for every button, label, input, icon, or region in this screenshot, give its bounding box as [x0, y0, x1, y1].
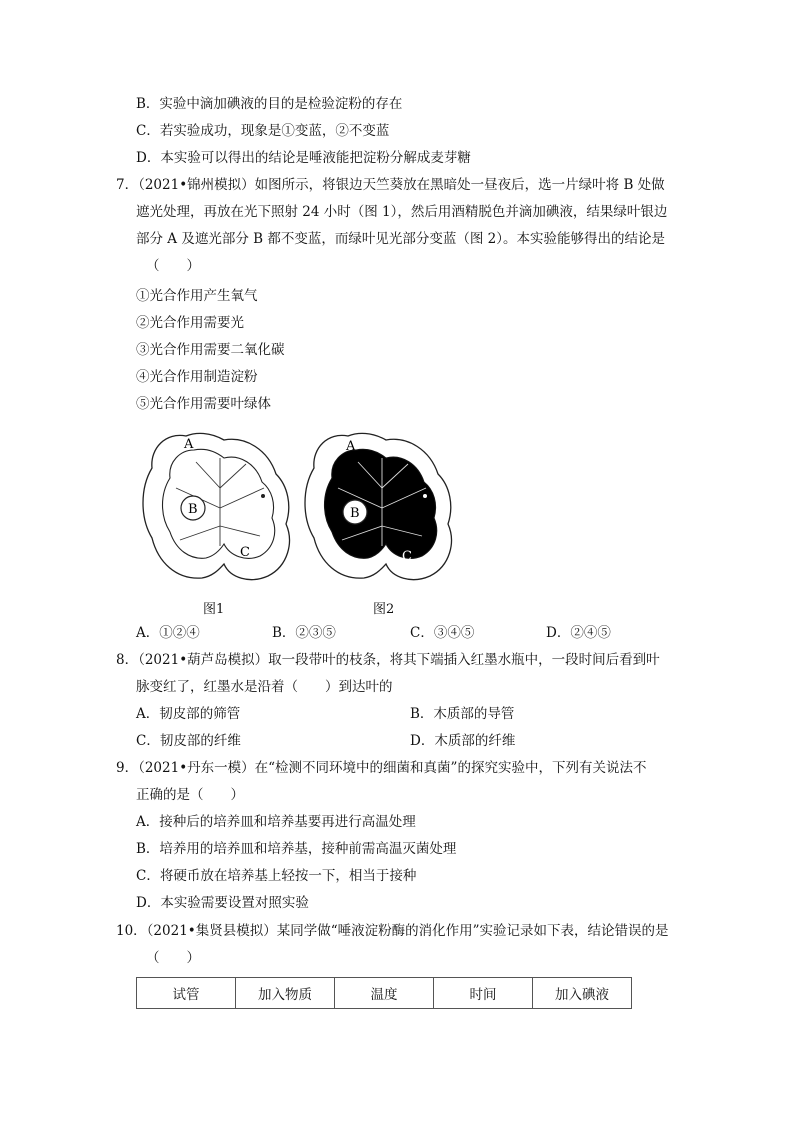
q9-option-b: B．培养用的培养皿和培养基，接种前需高温灭菌处理 [136, 841, 457, 857]
q6-option-c: C．若实验成功，现象是①变蓝，②不变蓝 [136, 123, 390, 139]
leaf-figure-1 [136, 428, 296, 598]
q6-option-b: B．实验中滴加碘液的目的是检验淀粉的存在 [136, 96, 403, 112]
experiment-record-table [136, 977, 632, 1009]
table-header-cell: 试管 [137, 978, 236, 1009]
q9-option-c: C．将硬币放在培养基上轻按一下，相当于接种 [136, 868, 417, 884]
q8-option-a: A．韧皮部的筛管 [136, 706, 241, 722]
q7-option-d: D．②④⑤ [546, 625, 611, 641]
table-header-cell: 加入碘液 [533, 978, 632, 1009]
q10-stem-line1: 10．（2021•集贤县模拟）某同学做“唾液淀粉酶的消化作用”实验记录如下表，结论错误的是 [116, 923, 669, 939]
q7-stem-line2: 遮光处理，再放在光下照射 24 小时（图 1），然后用酒精脱色并滴加碘液，结果绿叶银边 [136, 204, 668, 220]
table-header-cell: 温度 [335, 978, 434, 1009]
fig2-label-a: A [346, 439, 356, 454]
q9-stem-line2: 正确的是（ ） [136, 787, 244, 803]
q10-stem-line2: （ ） [146, 950, 200, 966]
q8-stem-line1: 8．（2021•葫芦岛模拟）取一段带叶的枝条，将其下端插入红墨水瓶中，一段时间后看到叶 [116, 652, 660, 668]
q7-item-3: ③光合作用需要二氧化碳 [136, 342, 285, 358]
q7-stem-line4: （ ） [146, 258, 200, 274]
q7-stem-line1: 7．（2021•锦州模拟）如图所示，将银边天竺葵放在黑暗处一昼夜后，选一片绿叶将 B 处做 [116, 177, 665, 193]
leaf-figure-2 [298, 428, 458, 598]
fig2-label-b: B [350, 506, 360, 521]
fig1-label-b: B [188, 502, 198, 517]
fig1-caption: 图1 [203, 602, 225, 617]
q7-option-c: C．③④⑤ [410, 625, 475, 641]
fig1-label-a: A [184, 437, 194, 452]
q7-option-b: B．②③⑤ [272, 625, 336, 641]
q7-option-a: A．①②④ [136, 625, 200, 641]
q8-option-c: C．韧皮部的纤维 [136, 733, 241, 749]
q9-option-d: D．本实验需要设置对照实验 [136, 895, 309, 911]
q7-stem-line3: 部分 A 及遮光部分 B 都不变蓝，而绿叶见光部分变蓝（图 2）。本实验能够得出的结论是 [136, 231, 665, 247]
table-header-cell: 时间 [434, 978, 533, 1009]
table-header-cell: 加入物质 [236, 978, 335, 1009]
q8-stem-line2: 脉变红了，红墨水是沿着（ ）到达叶的 [136, 679, 393, 695]
q9-option-a: A．接种后的培养皿和培养基要再进行高温处理 [136, 814, 416, 830]
fig2-label-c: C [402, 549, 412, 564]
fig2-caption: 图2 [373, 602, 395, 617]
q6-option-d: D．本实验可以得出的结论是唾液能把淀粉分解成麦芽糖 [136, 150, 471, 166]
q8-option-d: D．木质部的纤维 [410, 733, 516, 749]
q8-option-b: B．木质部的导管 [410, 706, 515, 722]
q7-item-5: ⑤光合作用需要叶绿体 [136, 396, 271, 412]
q7-item-4: ④光合作用制造淀粉 [136, 369, 258, 385]
q7-item-1: ①光合作用产生氧气 [136, 288, 258, 304]
q9-stem-line1: 9．（2021•丹东一模）在“检测不同环境中的细菌和真菌”的探究实验中，下列有关说法不 [116, 760, 647, 776]
table-header-row [137, 978, 632, 1009]
fig1-label-c: C [240, 545, 250, 560]
q7-item-2: ②光合作用需要光 [136, 315, 244, 331]
